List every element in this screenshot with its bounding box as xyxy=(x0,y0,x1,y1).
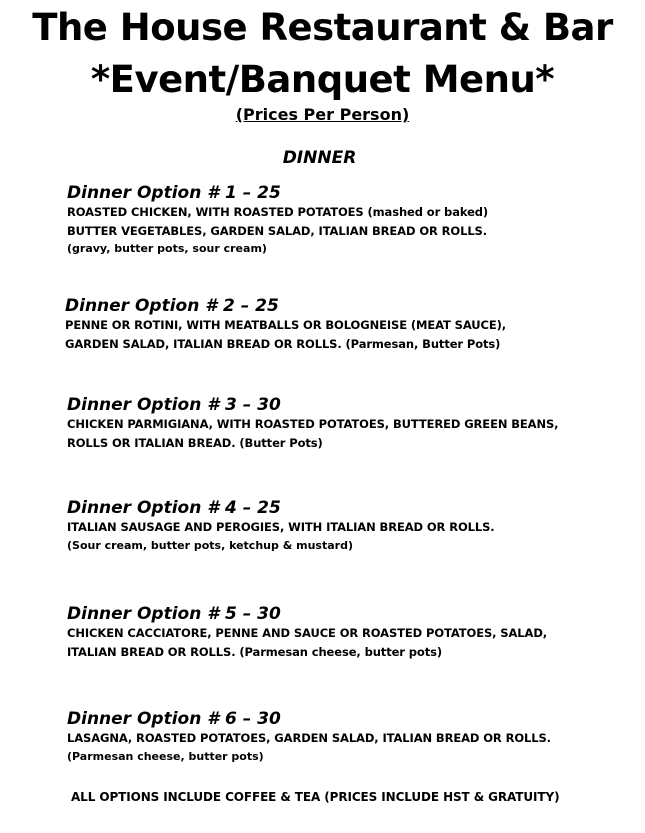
option-line: ROASTED CHICKEN, WITH ROASTED POTATOES (mashed or baked) xyxy=(67,205,489,219)
section-heading-dinner xyxy=(0,147,645,169)
pricing-note: (Prices Per Person) xyxy=(235,105,410,124)
option-note: (Parmesan cheese, butter pots) xyxy=(67,749,264,763)
dinner-option-3 xyxy=(67,395,645,452)
dinner-option-5 xyxy=(67,604,645,661)
option-line: LASAGNA, ROASTED POTATOES, GARDEN SALAD, ITALIAN BREAD OR ROLLS. xyxy=(67,731,551,745)
option-line: BUTTER VEGETABLES, GARDEN SALAD, ITALIAN BREAD OR ROLLS. xyxy=(67,223,487,238)
option-line: CHICKEN PARMIGIANA, WITH ROASTED POTATOES, BUTTERED GREEN BEANS, xyxy=(67,417,559,431)
option-line: ITALIAN SAUSAGE AND PEROGIES, WITH ITALIAN BREAD OR ROLLS. xyxy=(67,520,495,534)
option-heading: Dinner Option # 2 – 25 xyxy=(65,296,279,316)
option-heading: Dinner Option # 1 – 25 xyxy=(67,183,281,203)
option-note: (gravy, butter pots, sour cream) xyxy=(67,242,267,255)
option-note: (Sour cream, butter pots, ketchup & mustard) xyxy=(67,538,353,552)
footer-note: ALL OPTIONS INCLUDE COFFEE & TEA (PRICES INCLUDE HST & GRATUITY) xyxy=(71,790,560,804)
option-line: GARDEN SALAD, ITALIAN BREAD OR ROLLS. (Parmesan, Butter Pots) xyxy=(65,336,501,351)
option-heading: Dinner Option # 4 – 25 xyxy=(67,498,281,518)
option-heading: Dinner Option # 3 – 30 xyxy=(67,395,281,415)
section-heading-label: DINNER xyxy=(282,148,357,168)
option-line: ITALIAN BREAD OR ROLLS. (Parmesan cheese, butter pots) xyxy=(67,644,442,659)
dinner-option-2 xyxy=(65,296,645,353)
option-line: CHICKEN CACCIATORE, PENNE AND SAUCE OR ROASTED POTATOES, SALAD, xyxy=(67,626,548,640)
restaurant-title: The House Restaurant & Bar xyxy=(32,6,613,49)
dinner-option-1 xyxy=(67,183,645,259)
option-line: PENNE OR ROTINI, WITH MEATBALLS OR BOLOGNEISE (MEAT SAUCE), xyxy=(65,318,507,332)
option-heading: Dinner Option # 5 – 30 xyxy=(67,604,281,624)
option-line: ROLLS OR ITALIAN BREAD. (Butter Pots) xyxy=(67,435,323,450)
dinner-option-4 xyxy=(67,498,645,555)
dinner-option-6 xyxy=(67,709,645,766)
option-heading: Dinner Option # 6 – 30 xyxy=(67,709,281,729)
menu-title: *Event/Banquet Menu* xyxy=(90,58,555,101)
